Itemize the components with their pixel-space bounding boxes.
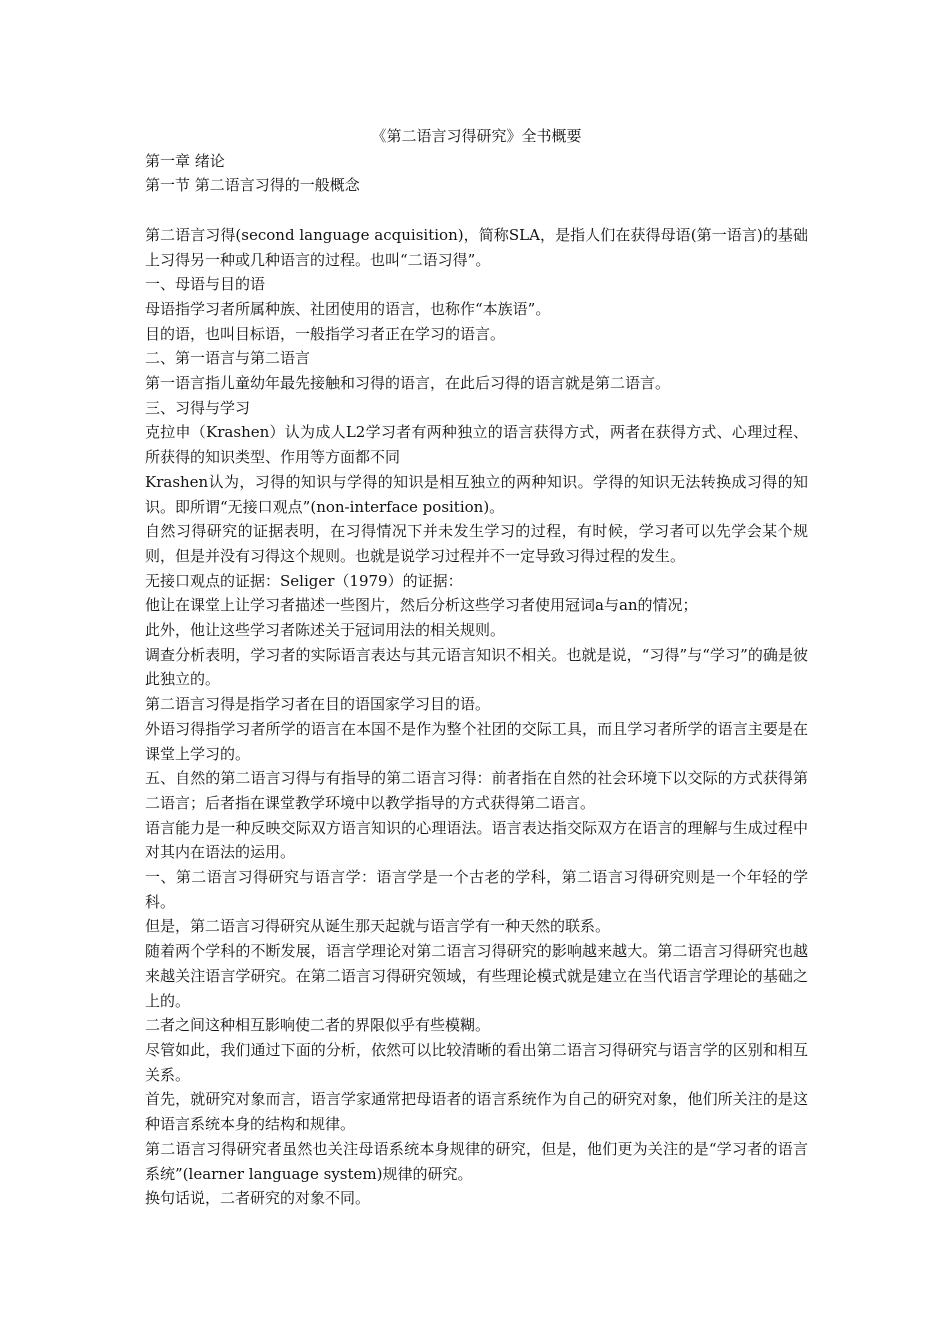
paragraph: 尽管如此，我们通过下面的分析，依然可以比较清晰的看出第二语言习得研究与语言学的区别和相互关系。 [145, 1041, 808, 1084]
paragraph: 换句话说，二者研究的对象不同。 [145, 1189, 371, 1208]
paragraph: 克拉申（Krashen）认为成人L2学习者有两种独立的语言获得方式，两者在获得方式、心理过程、所获得的知识类型、作用等方面都不同 [145, 423, 808, 467]
paragraph: 首先，就研究对象而言，语言学家通常把母语者的语言系统作为自己的研究对象，他们所关注的是这种语言系统本身的结构和规律。 [145, 1090, 808, 1134]
paragraph: 外语习得指学习者所学的语言在本国不是作为整个社团的交际工具，而且学习者所学的语言主要是在课堂上学习的。 [145, 719, 808, 763]
chapter-heading: 第一章 绪论 [145, 151, 225, 170]
paragraph: 调查分析表明，学习者的实际语言表达与其元语言知识不相关。也就是说，“习得”与“学习”的确是彼此独立的。 [145, 645, 808, 689]
document-body [145, 124, 808, 1211]
subheading: 三、习得与学习 [145, 398, 251, 417]
paragraph: 但是，第二语言习得研究从诞生那天起就与语言学有一种天然的联系。 [145, 917, 611, 936]
subheading: 一、母语与目的语 [145, 275, 266, 294]
paragraph: 此外，他让这些学习者陈述关于冠词用法的相关规则。 [145, 621, 506, 640]
paragraph: 二者之间这种相互影响使二者的界限似乎有些模糊。 [145, 1016, 491, 1035]
paragraph: 无接口观点的证据：Seliger（1979）的证据： [145, 571, 463, 590]
paragraph: 语言能力是一种反映交际双方语言知识的心理语法。语言表达指交际双方在语言的理解与生成过程中对其内在语法的运用。 [145, 818, 808, 862]
paragraph: 他让在课堂上让学习者描述一些图片，然后分析这些学习者使用冠词a与an的情况； [145, 596, 698, 615]
document-title: 《第二语言习得研究》全书概要 [371, 127, 582, 145]
subheading: 二、第一语言与第二语言 [145, 349, 311, 368]
paragraph: 第二语言习得是指学习者在目的语国家学习目的语。 [145, 695, 491, 714]
paragraph: 目的语，也叫目标语，一般指学习者正在学习的语言。 [145, 324, 506, 343]
blank-line [145, 198, 808, 223]
paragraph: 第二语言习得研究者虽然也关注母语系统本身规律的研究，但是，他们更为关注的是“学习者的语言系统”(learner language system)规律的研究。 [145, 1139, 808, 1183]
paragraph: Krashen认为，习得的知识与学得的知识是相互独立的两种知识。学得的知识无法转换成习得的知识。即所谓“无接口观点”(non-interface position)。 [145, 472, 808, 516]
paragraph: 自然习得研究的证据表明，在习得情况下并未发生学习的过程，有时候，学习者可以先学会某个规则，但是并没有习得这个规则。也就是说学习过程并不一定导致习得过程的发生。 [145, 522, 808, 565]
paragraph: 母语指学习者所属种族、社团使用的语言，也称作“本族语”。 [145, 299, 551, 318]
paragraph: 第二语言习得(second language acquisition)，简称SLA，是指人们在获得母语(第一语言)的基础上习得另一种或几种语言的过程。也叫“二语习得”。 [145, 225, 808, 269]
paragraph: 五、自然的第二语言习得与有指导的第二语言习得：前者指在自然的社会环境下以交际的方式获得第二语言；后者指在课堂教学环境中以教学指导的方式获得第二语言。 [145, 769, 808, 812]
paragraph: 第一语言指儿童幼年最先接触和习得的语言，在此后习得的语言就是第二语言。 [145, 374, 671, 393]
section-heading: 第一节 第二语言习得的一般概念 [145, 176, 360, 195]
paragraph: 随着两个学科的不断发展，语言学理论对第二语言习得研究的影响越来越大。第二语言习得研究也越来越关注语言学研究。在第二语言习得研究领域，有些理论模式就是建立在当代语言学理论的基础之上的。 [145, 942, 808, 1010]
paragraph: 一、第二语言习得研究与语言学：语言学是一个古老的学科，第二语言习得研究则是一个年轻的学科。 [145, 868, 808, 911]
